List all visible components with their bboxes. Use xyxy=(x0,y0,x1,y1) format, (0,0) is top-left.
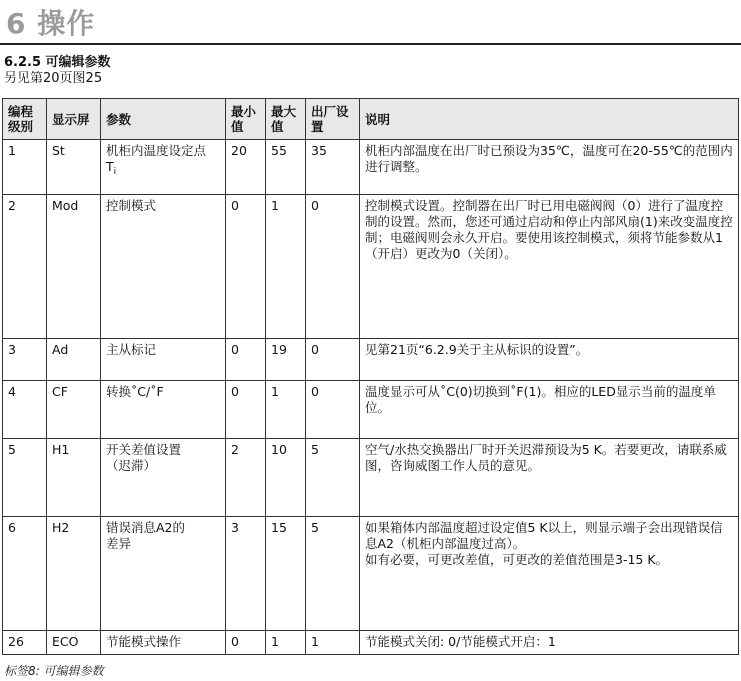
cell-display: St xyxy=(47,140,101,195)
cell-display: Mod xyxy=(47,195,101,339)
cell-parameter: 错误消息A2的 差异 xyxy=(101,517,226,631)
cell-description: 控制模式设置。控制器在出厂时已用电磁阀阀（0）进行了温度控制的设置。然而，您还可通过启动和停止内部风扇(1)来改变温度控制；电磁阀则会永久开启。要使用该控制模式，须将节能参数从1（开启）更改为0（关闭）。 xyxy=(360,195,739,339)
cell-factory: 1 xyxy=(306,631,360,655)
header-parameter: 参数 xyxy=(101,99,226,140)
cell-display: H2 xyxy=(47,517,101,631)
header-max: 最大值 xyxy=(266,99,306,140)
cell-level: 6 xyxy=(3,517,47,631)
header-min: 最小值 xyxy=(226,99,266,140)
cell-max: 1 xyxy=(266,381,306,439)
cell-min: 0 xyxy=(226,631,266,655)
cell-min: 0 xyxy=(226,339,266,381)
table-row xyxy=(3,517,739,631)
cell-min: 0 xyxy=(226,195,266,339)
cell-max: 10 xyxy=(266,439,306,517)
cell-parameter: 开关差值设置 （迟滞） xyxy=(101,439,226,517)
cell-parameter: 转换˚C/˚F xyxy=(101,381,226,439)
header-level: 编程级别 xyxy=(3,99,47,140)
cell-factory: 5 xyxy=(306,439,360,517)
cell-min: 2 xyxy=(226,439,266,517)
parameter-table xyxy=(2,98,739,655)
cell-display: ECO xyxy=(47,631,101,655)
table-caption: 标签8: 可编辑参数 xyxy=(4,664,104,678)
parameter-text: 机柜内温度设定点 xyxy=(106,143,207,158)
cell-factory: 0 xyxy=(306,339,360,381)
table-header-row xyxy=(3,99,739,140)
cell-level: 1 xyxy=(3,140,47,195)
cell-level: 3 xyxy=(3,339,47,381)
cell-display: H1 xyxy=(47,439,101,517)
table-row xyxy=(3,381,739,439)
cell-parameter: 控制模式 xyxy=(101,195,226,339)
header-description: 说明 xyxy=(360,99,739,140)
cell-display: Ad xyxy=(47,339,101,381)
cell-max: 15 xyxy=(266,517,306,631)
cell-description: 机柜内部温度在出厂时已预设为35℃，温度可在20-55℃的范围内进行调整。 xyxy=(360,140,739,195)
table-row xyxy=(3,195,739,339)
cell-factory: 0 xyxy=(306,195,360,339)
cell-min: 3 xyxy=(226,517,266,631)
cell-max: 19 xyxy=(266,339,306,381)
cell-description: 见第21页“6.2.9关于主从标识的设置”。 xyxy=(360,339,739,381)
cell-min: 0 xyxy=(226,381,266,439)
cell-parameter xyxy=(101,140,226,195)
table-row xyxy=(3,339,739,381)
cell-factory: 5 xyxy=(306,517,360,631)
table-row xyxy=(3,631,739,655)
cell-min: 20 xyxy=(226,140,266,195)
cell-level: 26 xyxy=(3,631,47,655)
cell-level: 5 xyxy=(3,439,47,517)
cell-description: 温度显示可从˚C(0)切换到˚F(1)。相应的LED显示当前的温度单位。 xyxy=(360,381,739,439)
cell-display: CF xyxy=(47,381,101,439)
cell-level: 4 xyxy=(3,381,47,439)
chapter-divider xyxy=(0,43,741,45)
cell-factory: 35 xyxy=(306,140,360,195)
section-subtitle: 另见第20页图25 xyxy=(4,71,103,86)
table-row xyxy=(3,439,739,517)
cell-max: 55 xyxy=(266,140,306,195)
section-title: 6.2.5 可编辑参数 xyxy=(4,55,111,70)
cell-description: 空气/水热交换器出厂时开关迟滞预设为5 K。若要更改，请联系威图，咨询威图工作人员的意见。 xyxy=(360,439,739,517)
cell-max: 1 xyxy=(266,195,306,339)
parameter-symbol: T xyxy=(106,159,114,174)
cell-level: 2 xyxy=(3,195,47,339)
chapter-heading: 6 操作 xyxy=(6,7,96,40)
cell-description: 如果箱体内部温度超过设定值5 K以上，则显示端子会出现错误信息A2（机柜内部温度过高）。 如有必要，可更改差值，可更改的差值范围是3-15 K。 xyxy=(360,517,739,631)
cell-parameter: 主从标记 xyxy=(101,339,226,381)
header-factory: 出厂设置 xyxy=(306,99,360,140)
cell-description: 节能模式关闭: 0/节能模式开启：1 xyxy=(360,631,739,655)
header-display: 显示屏 xyxy=(47,99,101,140)
cell-max: 1 xyxy=(266,631,306,655)
cell-factory: 0 xyxy=(306,381,360,439)
table-row xyxy=(3,140,739,195)
cell-parameter: 节能模式操作 xyxy=(101,631,226,655)
parameter-symbol-subscript: i xyxy=(113,167,117,177)
